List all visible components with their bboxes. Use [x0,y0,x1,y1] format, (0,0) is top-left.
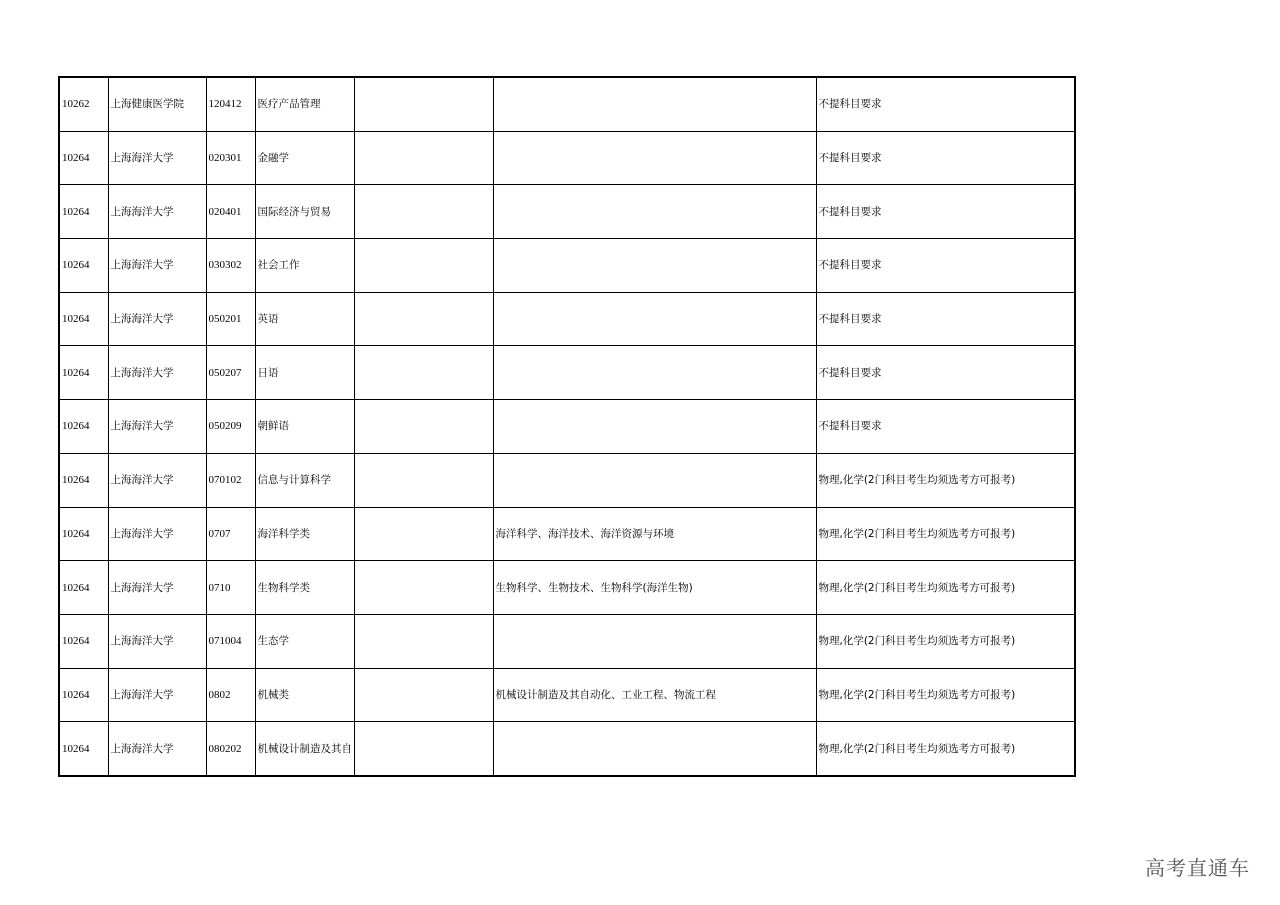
school-name-cell: 上海海洋大学 [108,400,206,454]
subject-requirement-cell: 不提科目要求 [816,400,1075,454]
extra-cell [354,614,493,668]
school-name-cell: 上海海洋大学 [108,131,206,185]
major-code-cell: 0710 [206,561,255,615]
school-name-cell: 上海海洋大学 [108,507,206,561]
extra-cell [354,400,493,454]
school-code-cell: 10264 [59,614,108,668]
table-body [59,77,1075,776]
major-name-cell: 朝鲜语 [255,400,354,454]
major-name-cell: 日语 [255,346,354,400]
included-majors-cell [493,292,816,346]
school-code-cell: 10264 [59,668,108,722]
extra-cell [354,239,493,293]
included-majors-cell: 海洋科学、海洋技术、海洋资源与环境 [493,507,816,561]
major-code-cell: 070102 [206,453,255,507]
major-name-cell: 英语 [255,292,354,346]
major-code-cell: 050207 [206,346,255,400]
subject-requirement-cell: 不提科目要求 [816,292,1075,346]
table-row [59,453,1075,507]
extra-cell [354,722,493,776]
major-name-cell: 国际经济与贸易 [255,185,354,239]
major-name-cell: 机械设计制造及其自 [255,722,354,776]
table-row [59,507,1075,561]
included-majors-cell [493,453,816,507]
major-name-cell: 社会工作 [255,239,354,293]
school-name-cell: 上海海洋大学 [108,239,206,293]
subject-requirement-cell: 物理,化学(2门科目考生均须选考方可报考) [816,668,1075,722]
table-row [59,77,1075,131]
extra-cell [354,346,493,400]
table-row [59,400,1075,454]
school-code-cell: 10264 [59,453,108,507]
table-row [59,346,1075,400]
included-majors-cell [493,400,816,454]
school-code-cell: 10264 [59,507,108,561]
school-name-cell: 上海海洋大学 [108,185,206,239]
table-row [59,614,1075,668]
subject-requirement-cell: 物理,化学(2门科目考生均须选考方可报考) [816,561,1075,615]
school-name-cell: 上海海洋大学 [108,722,206,776]
school-name-cell: 上海海洋大学 [108,453,206,507]
school-code-cell: 10264 [59,239,108,293]
major-name-cell: 生态学 [255,614,354,668]
included-majors-cell [493,131,816,185]
extra-cell [354,453,493,507]
school-code-cell: 10264 [59,722,108,776]
subject-requirement-cell: 不提科目要求 [816,185,1075,239]
subject-requirement-cell: 不提科目要求 [816,131,1075,185]
major-code-cell: 050209 [206,400,255,454]
extra-cell [354,131,493,185]
subject-requirement-cell: 物理,化学(2门科目考生均须选考方可报考) [816,614,1075,668]
subject-requirement-cell: 物理,化学(2门科目考生均须选考方可报考) [816,507,1075,561]
table-row [59,185,1075,239]
table-row [59,131,1075,185]
major-name-cell: 生物科学类 [255,561,354,615]
included-majors-cell [493,239,816,293]
subject-requirement-cell: 不提科目要求 [816,239,1075,293]
subject-requirement-cell: 物理,化学(2门科目考生均须选考方可报考) [816,453,1075,507]
school-code-cell: 10264 [59,131,108,185]
included-majors-cell [493,77,816,131]
watermark-text: 高考直通车 [1145,856,1250,880]
major-name-cell: 海洋科学类 [255,507,354,561]
extra-cell [354,292,493,346]
school-name-cell: 上海海洋大学 [108,346,206,400]
major-code-cell: 071004 [206,614,255,668]
subject-requirement-cell: 不提科目要求 [816,346,1075,400]
subject-requirement-cell: 物理,化学(2门科目考生均须选考方可报考) [816,722,1075,776]
school-name-cell: 上海海洋大学 [108,561,206,615]
requirements-table [58,76,1076,777]
extra-cell [354,668,493,722]
extra-cell [354,507,493,561]
major-code-cell: 030302 [206,239,255,293]
included-majors-cell: 机械设计制造及其自动化、工业工程、物流工程 [493,668,816,722]
major-code-cell: 080202 [206,722,255,776]
subject-requirement-cell: 不提科目要求 [816,77,1075,131]
included-majors-cell [493,185,816,239]
extra-cell [354,77,493,131]
school-name-cell: 上海健康医学院 [108,77,206,131]
major-name-cell: 信息与计算科学 [255,453,354,507]
major-name-cell: 机械类 [255,668,354,722]
table-row [59,239,1075,293]
major-name-cell: 医疗产品管理 [255,77,354,131]
school-code-cell: 10264 [59,292,108,346]
major-code-cell: 120412 [206,77,255,131]
included-majors-cell: 生物科学、生物技术、生物科学(海洋生物) [493,561,816,615]
school-code-cell: 10264 [59,185,108,239]
major-code-cell: 0802 [206,668,255,722]
school-name-cell: 上海海洋大学 [108,668,206,722]
table-row [59,722,1075,776]
included-majors-cell [493,614,816,668]
school-code-cell: 10264 [59,346,108,400]
school-code-cell: 10264 [59,561,108,615]
table-row [59,292,1075,346]
table-row [59,561,1075,615]
extra-cell [354,185,493,239]
included-majors-cell [493,346,816,400]
school-name-cell: 上海海洋大学 [108,292,206,346]
major-code-cell: 020301 [206,131,255,185]
included-majors-cell [493,722,816,776]
table-row [59,668,1075,722]
school-code-cell: 10262 [59,77,108,131]
major-name-cell: 金融学 [255,131,354,185]
major-code-cell: 020401 [206,185,255,239]
extra-cell [354,561,493,615]
major-code-cell: 0707 [206,507,255,561]
major-code-cell: 050201 [206,292,255,346]
school-code-cell: 10264 [59,400,108,454]
school-name-cell: 上海海洋大学 [108,614,206,668]
